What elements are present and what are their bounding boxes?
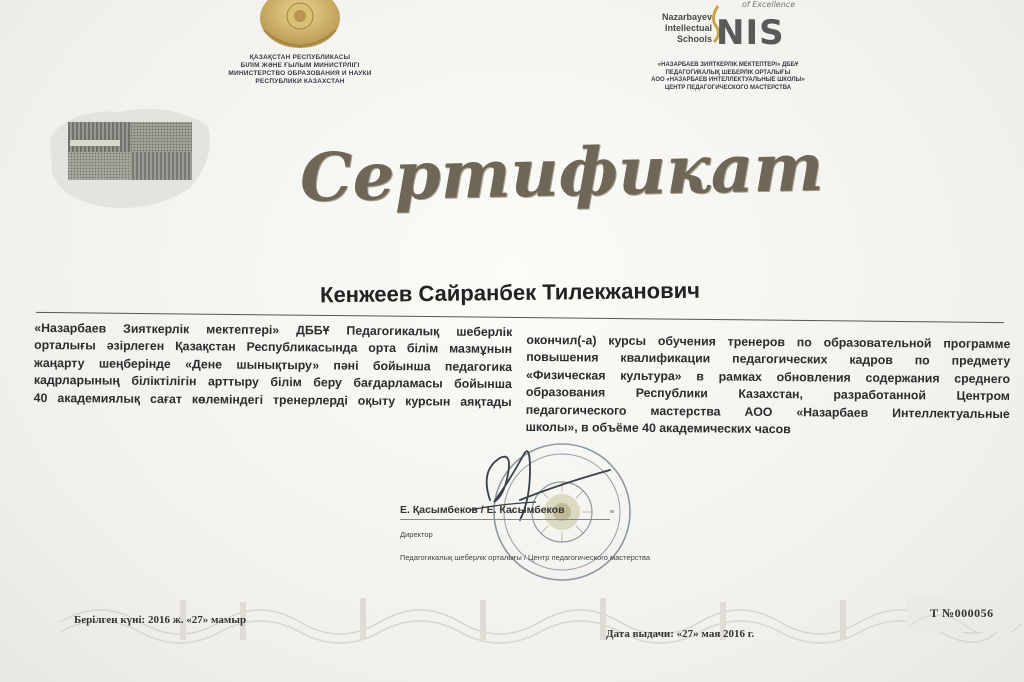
nis-name-line: Schools xyxy=(676,34,712,44)
body-line: кадрларының біліктілігін арттыру білім беру бағдарламасы бойынша xyxy=(33,373,512,392)
body-line: школы», в объёме 40 академических часов xyxy=(525,419,791,437)
nis-sub-line: ЦЕНТР ПЕДАГОГИЧЕСКОГО МАСТЕРСТВА xyxy=(664,84,792,91)
certificate-title: Сертификат xyxy=(299,127,825,217)
body-line: повышения квалификации педагогических кадров по предмету xyxy=(526,350,1011,369)
signature-icon xyxy=(450,440,620,540)
body-text-russian xyxy=(526,332,1011,441)
state-emblem-icon xyxy=(258,0,342,48)
nis-sub-line: АОО «НАЗАРБАЕВ ИНТЕЛЛЕКТУАЛЬНЫЕ ШКОЛЫ» xyxy=(651,77,805,83)
body-line: образования Республики Казахстан, разработанной Центром xyxy=(525,385,1010,404)
ministry-line: РЕСПУБЛИКИ КАЗАХСТАН xyxy=(255,78,345,85)
ministry-line: ҚАЗАҚСТАН РЕСПУБЛИКАСЫ xyxy=(249,54,351,61)
body-text-kazakh xyxy=(34,320,513,411)
ministry-header xyxy=(200,54,400,86)
nis-name-line: Intellectual xyxy=(664,23,712,33)
nis-subtitle xyxy=(610,62,846,92)
nis-logo: NIS xyxy=(716,13,785,53)
body-line: окончил(-а) курсы обучения тренеров по образовательной программе xyxy=(526,332,1011,352)
body-line: 40 академиялық сағат көлеміндегі тренерлерді оқыту курсын аяқтады xyxy=(33,390,512,409)
body-line: орталығы әзірлеген Қазақстан Республикасында орта білім мазмұнын xyxy=(34,338,513,357)
signatory-title: Директор xyxy=(400,530,433,539)
signatory-organization: Педагогикалық шеберлік орталығы / Центр педагогического мастерства xyxy=(400,553,651,562)
nis-name xyxy=(650,12,712,45)
body-line: «Назарбаев Зияткерлік мектептері» ДББҰ Педагогикалық шеберлік xyxy=(34,320,513,340)
body-line: «Физическая культура» в рамках обновления содержания среднего xyxy=(526,367,1011,386)
nis-sub-line: ПЕДАГОГИКАЛЫҚ ШЕБЕРЛІК ОРТАЛЫҒЫ xyxy=(665,69,791,76)
kazakhstan-map-icon xyxy=(40,98,220,218)
issue-date-russian: Дата выдачи: «27» мая 2016 г. xyxy=(606,628,755,640)
body-line: педагогического мастерства АОО «Назарбаев Интеллектуальные xyxy=(525,402,1010,421)
nis-tagline: of Excellence xyxy=(742,0,796,9)
recipient-name: Кенжеев Сайранбек Тилекжанович xyxy=(319,277,701,308)
signature-line xyxy=(400,519,610,520)
nis-sub-line: «НАЗАРБАЕВ ЗИЯТКЕРЛІК МЕКТЕПТЕРІ» ДББҰ xyxy=(657,62,799,68)
issue-date-kazakh: Берілген күні: 2016 ж. «27» мамыр xyxy=(74,614,247,626)
ministry-line: БІЛІМ ЖӘНЕ ҒЫЛЫМ МИНИСТРЛІГІ xyxy=(240,62,360,69)
body-line: жаңарту шеңберінде «Дене шынықтыру» пәні бойынша педагогика xyxy=(33,355,513,374)
nis-name-line: Nazarbayev xyxy=(661,12,712,22)
ministry-line: МИНИСТЕРСТВО ОБРАЗОВАНИЯ И НАУКИ xyxy=(228,70,372,77)
serial-number: Т №000056 xyxy=(930,606,994,620)
signatory-name: Е. Қасымбеков / Е. Касымбеков xyxy=(400,504,565,516)
